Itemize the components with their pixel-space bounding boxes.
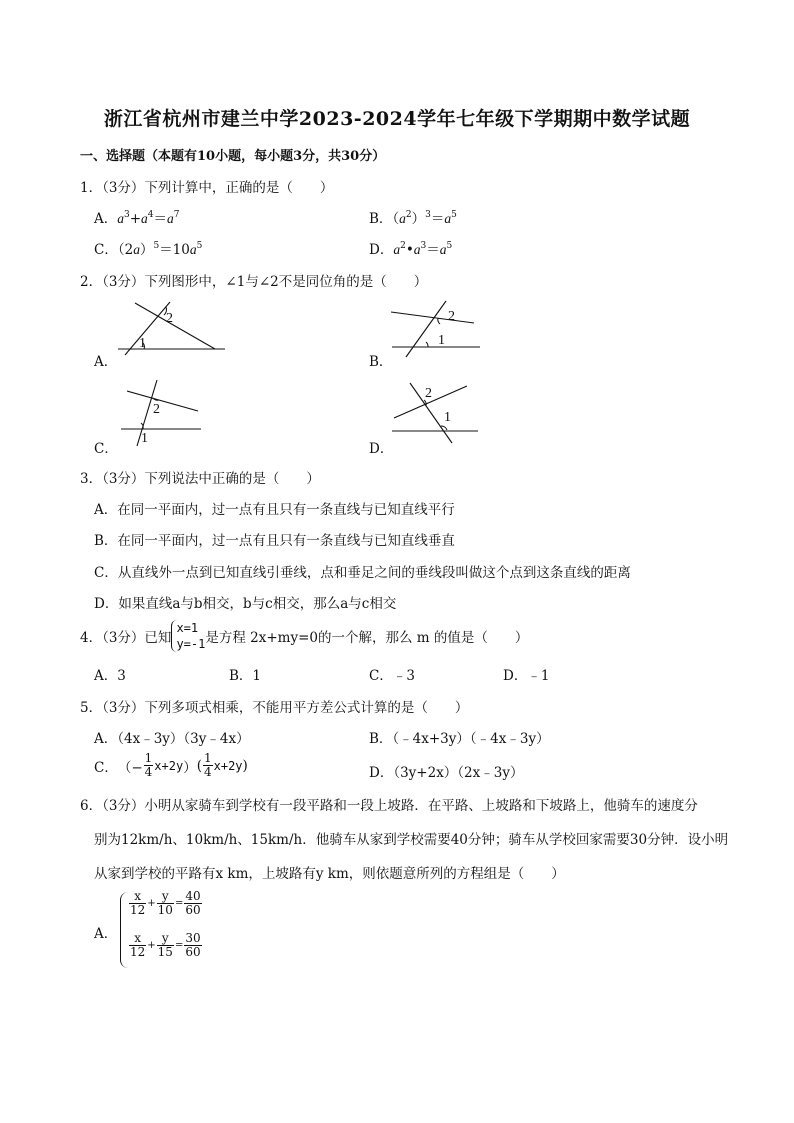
- question-1-option-a[interactable]: A．$a^3+a^4=a^7$: [94, 210, 180, 227]
- question-4-system: [171, 620, 205, 652]
- question-2-option-a-label[interactable]: A．: [94, 354, 118, 370]
- question-4-option-b[interactable]: B．1: [229, 668, 262, 684]
- question-2-stem: 2．（3分）下列图形中，∠1与∠2不是同位角的是（ ）: [80, 274, 428, 290]
- question-5-stem: 5．（3分）下列多项式相乘，不能用平方差公式计算的是（ ）: [80, 700, 469, 716]
- question-4-stem-post: 是方程 2x+my=0的一个解，那么 m 的值是（ ）: [205, 630, 529, 646]
- question-2-figure-c: [115, 378, 215, 448]
- question-3-option-c[interactable]: C．从直线外一点到已知直线引垂线，点和垂足之间的垂线段叫做这个点到这条直线的距离: [94, 565, 631, 581]
- question-4-option-a[interactable]: A．3: [94, 668, 126, 684]
- section-heading: 一、选择题（本题有10小题，每小题3分，共30分）: [80, 149, 386, 164]
- question-3-option-d[interactable]: D．如果直线a与b相交，b与c相交，那么a与c相交: [94, 596, 397, 612]
- question-6-option-a-label[interactable]: A．: [94, 926, 118, 942]
- question-5-option-a[interactable]: A．（4x﹣3y）（3y﹣4x）: [94, 731, 250, 747]
- angle-2-label-b: 2: [448, 309, 455, 324]
- question-4-option-c[interactable]: C．﹣3: [369, 668, 415, 684]
- question-2-figure-a: [110, 300, 230, 360]
- question-3-option-b[interactable]: B．在同一平面内，过一点有且只有一条直线与已知直线垂直: [94, 533, 455, 549]
- question-4-system-line-1: x=1: [176, 621, 199, 635]
- question-4-stem-pre: 4．（3分）已知: [80, 630, 172, 646]
- question-6-line-1: 6．（3分）小明从家骑车到学校有一段平路和一段上坡路．在平路、上坡路和下坡路上，他骑车的速度分: [80, 798, 698, 814]
- angle-2-label-c: 2: [153, 402, 160, 417]
- question-6-line-3: 从家到学校的平路有x km，上坡路有y km，则依题意所列的方程组是（ ）: [94, 866, 565, 882]
- question-2-figure-d: [390, 380, 485, 445]
- question-3-option-a[interactable]: A．在同一平面内，过一点有且只有一条直线与已知直线平行: [94, 502, 455, 518]
- question-2-option-c-label[interactable]: C．: [94, 441, 118, 457]
- question-3-stem: 3．（3分）下列说法中正确的是（ ）: [80, 471, 320, 487]
- angle-1-label-c: 1: [141, 431, 148, 446]
- question-2-option-b-label[interactable]: B．: [369, 354, 393, 370]
- angle-2-label-d: 2: [425, 386, 432, 401]
- question-1-option-b[interactable]: B．$(a^2)^3=a^5$: [369, 210, 457, 227]
- question-6-option-a-equation-2: $\frac{x}{12}$ + $\frac{y}{15}$ = $\frac{30}{60}$: [130, 931, 201, 959]
- question-1-stem: 1．（3分）下列计算中，正确的是（ ）: [80, 180, 334, 196]
- question-5-option-d[interactable]: D．（3y+2x）（2x﹣3y）: [369, 765, 524, 781]
- angle-2-label-a: 2: [166, 311, 173, 326]
- question-4-system-line-2: y=-1: [176, 637, 206, 651]
- page-title: 浙江省杭州市建兰中学2023-2024学年七年级下学期期中数学试题: [103, 108, 691, 130]
- question-1-option-d[interactable]: D．$a^2•a^3=a^5$: [369, 241, 453, 258]
- question-4-stem: [80, 620, 528, 652]
- question-1-option-c[interactable]: C．$(2a)^5=10a^5$: [94, 241, 203, 258]
- question-2-figure-b: [388, 300, 488, 360]
- angle-1-label-a: 1: [139, 336, 146, 351]
- question-6-line-2: 别为12km/h、10km/h、15km/h．他骑车从家到学校需要40分钟；骑车从学校回家需要30分钟．设小明: [94, 832, 729, 848]
- question-6-option-a-equation-1: $\frac{x}{12}$ + $\frac{y}{10}$ = $\frac{40}{60}$: [130, 889, 201, 917]
- question-4-option-d[interactable]: D．﹣1: [503, 668, 550, 684]
- angle-1-label-b: 1: [438, 333, 445, 348]
- angle-1-label-d: 1: [444, 410, 451, 425]
- question-5-option-c[interactable]: C． （− $\frac{1}{4}$ x+2y ） ( $\frac{1}{4}$ x+2y ): [94, 751, 248, 779]
- question-2-option-d-label[interactable]: D．: [369, 441, 394, 457]
- question-5-option-b[interactable]: B．（﹣4x+3y）（﹣4x﹣3y）: [369, 731, 550, 747]
